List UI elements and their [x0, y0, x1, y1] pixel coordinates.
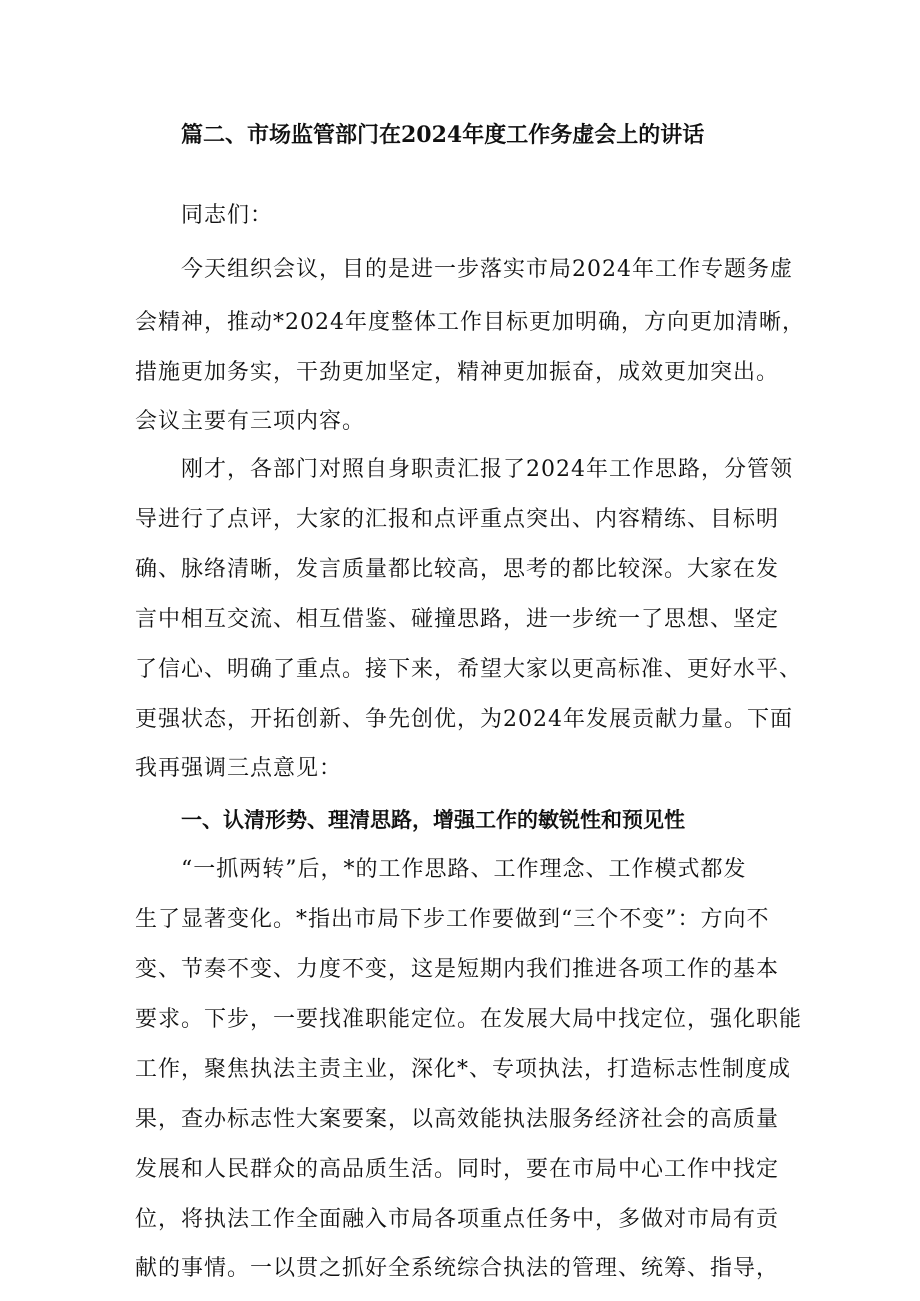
- document-title: 篇二、市场监管部门在2024年度工作务虚会上的讲话: [181, 122, 705, 148]
- paragraph-line: “一抓两转”后，*的工作思路、工作理念、工作模式都发: [181, 857, 747, 882]
- paragraph-line: 了信心、明确了重点。接下来，希望大家以更高标准、更好水平、: [135, 657, 803, 682]
- paragraph-line: 会议主要有三项内容。: [135, 409, 366, 434]
- paragraph-line: 措施更加务实，干劲更加坚定，精神更加振奋，成效更加突出。: [135, 360, 780, 385]
- paragraph-line: 位，将执法工作全面融入市局各项重点任务中，多做对市局有贡: [135, 1207, 780, 1232]
- paragraph-line: 果，查办标志性大案要案，以高效能执法服务经济社会的高质量: [135, 1107, 780, 1132]
- paragraph-line: 献的事情。一以贯之抓好全系统综合执法的管理、统筹、指导，: [135, 1256, 780, 1281]
- paragraph-line: 发展和人民群众的高品质生活。同时，要在市局中心工作中找定: [135, 1157, 780, 1182]
- paragraph-line: 会精神，推动*2024年度整体工作目标更加明确，方向更加清晰，: [135, 310, 805, 335]
- paragraph-line: 生了显著变化。*指出市局下步工作要做到“三个不变”：方向不: [135, 907, 770, 932]
- greeting: 同志们：: [181, 203, 274, 228]
- paragraph-line: 今天组织会议，目的是进一步落实市局2024年工作专题务虚: [181, 257, 793, 282]
- paragraph-line: 更强状态，开拓创新、争先创优，为2024年发展贡献力量。下面: [135, 707, 793, 732]
- paragraph-line: 言中相互交流、相互借鉴、碰撞思路，进一步统一了思想、坚定: [135, 607, 780, 632]
- paragraph-line: 工作，聚焦执法主责主业，深化*、专项执法，打造标志性制度成: [135, 1057, 792, 1082]
- paragraph-line: 要求。下步，一要找准职能定位。在发展大局中找定位，强化职能: [135, 1007, 803, 1032]
- paragraph-line: 导进行了点评，大家的汇报和点评重点突出、内容精练、目标明: [135, 507, 780, 532]
- paragraph-line: 我再强调三点意见：: [135, 756, 343, 781]
- paragraph-line: 刚才，各部门对照自身职责汇报了2024年工作思路，分管领: [181, 457, 793, 482]
- section-heading: 一、认清形势、理清思路，增强工作的敏锐性和预见性: [181, 808, 685, 832]
- paragraph-line: 变、节奏不变、力度不变，这是短期内我们推进各项工作的基本: [135, 957, 780, 982]
- paragraph-line: 确、脉络清晰，发言质量都比较高，思考的都比较深。大家在发: [135, 557, 780, 582]
